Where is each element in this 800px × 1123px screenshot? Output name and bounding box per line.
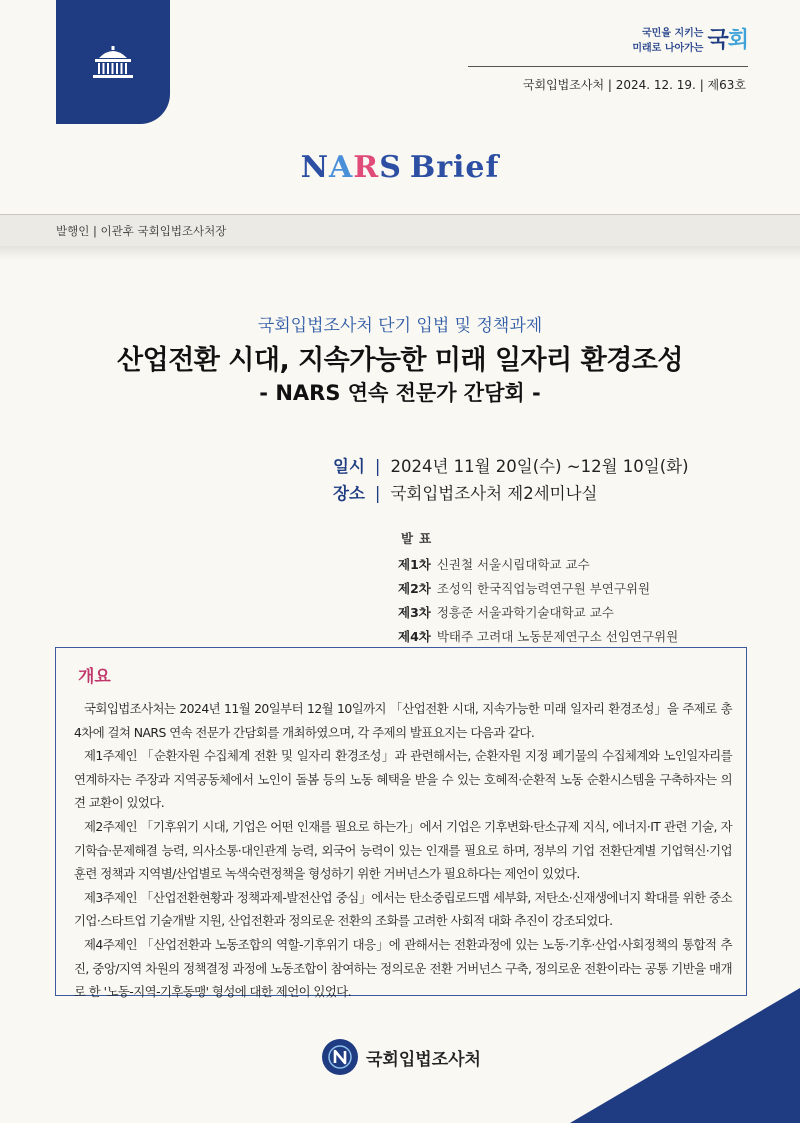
presentation-presenter: 박태주 고려대 노동문제연구소 선임연구위원 <box>436 629 679 644</box>
date-label: 일시 <box>333 457 365 476</box>
presentation-item <box>398 603 614 621</box>
summary-paragraph: 제3주제인 「산업전환현황과 정책과제-발전산업 중심」에서는 탄소중립로드맵 세부화, 저탄소·신재생에너지 확대를 위한 중소기업·스타트업 기술개발 지원, 산업전환과 정의로운 전환의 조화를 고려한 사회적 대화 추진이 강조되었다. <box>74 889 732 929</box>
summary-paragraph: 제1주제인 「순환자원 수집체계 전환 및 일자리 환경조성」과 관련해서는, 순환자원 지정 폐기물의 수집체계와 노인일자리를 연계하자는 주장과 지역공동체에서 노인이 돌봄 등의 노동 혜택을 받을 수 있는 호혜적·순환적 노동 순환시스템을 구축하자는 의견 교환이 있었다. <box>74 748 732 811</box>
band-shadow <box>0 246 800 260</box>
summary-box <box>55 647 747 1000</box>
corner-decoration <box>570 988 800 1123</box>
nars-emblem-icon <box>322 1039 358 1075</box>
summary-paragraph: 제4주제인 「산업전환과 노동조합의 역할-기후위기 대응」에 관해서는 전환과정에 있는 노동·기후·산업·사회정책의 통합적 추진, 중앙/지역 차원의 정책결정 과정에 노동조합이 참여하는 정의로운 전환 거버넌스 구축, 정의로운 전환이라는 공통 기반을 매개로 한 '노동-지역-기후동맹' 형성에 대한 제언이 있었다. <box>74 936 732 1000</box>
summary-paragraph: 제2주제인 「기후위기 시대, 기업은 어떤 인재를 필요로 하는가」에서 기업은 기후변화·탄소규제 지식, 에너지·IT 관련 기술, 자기학습·문제해결 능력, 의사소통·대인관계 능력, 외국어 능력이 있는 인재를 필요로 하며, 정부의 기업 전환단계별 기업혁신·기업훈련 정책과 지역별/산업별로 녹색숙련정책을 형성하기 위한 거버넌스가 필요하다는 제언이 있었다. <box>74 818 732 882</box>
slogan <box>632 26 748 56</box>
place-separator: | <box>374 484 381 503</box>
publisher-band <box>0 214 800 246</box>
issue-info: 국회입법조사처 | 2024. 12. 19. | 제63호 <box>522 78 746 92</box>
nars-brief-logo <box>0 150 800 185</box>
event-place <box>333 480 597 504</box>
presentation-seq: 제2차 <box>398 581 431 596</box>
slogan-line-2: 미래로 나아가는 <box>632 43 704 54</box>
place-value: 국회입법조사처 제2세미나실 <box>390 484 598 503</box>
presentation-presenter: 정흥준 서울과학기술대학교 교수 <box>436 605 614 620</box>
slogan-mark-main: 국 <box>707 28 728 53</box>
summary-paragraph: 국회입법조사처는 2024년 11월 20일부터 12월 10일까지 「산업전환 시대, 지속가능한 미래 일자리 환경조성」을 주제로 총 4차에 걸쳐 NARS 연속 전문가 간담회를 개최하였으며, 각 주제의 발표요지는 다음과 같다. <box>74 701 732 740</box>
presentations-heading: 발표 <box>401 531 438 546</box>
brand-letter-s: S <box>379 150 402 185</box>
date-separator: | <box>374 457 381 476</box>
brand-letter-n: N <box>300 150 329 185</box>
brand-letter-a: A <box>328 150 354 185</box>
place-label: 장소 <box>333 484 365 503</box>
presentation-item <box>398 555 590 573</box>
footer-logo <box>322 1039 481 1075</box>
slogan-line-1: 국민을 지키는 <box>642 28 704 39</box>
slogan-mark <box>707 29 748 53</box>
header-emblem-tab <box>56 0 170 124</box>
presentation-presenter: 신권철 서울시립대학교 교수 <box>436 557 590 572</box>
slogan-mark-accent: 회 <box>727 28 748 53</box>
presentation-seq: 제3차 <box>398 605 431 620</box>
national-assembly-building-icon <box>90 44 136 80</box>
presentation-seq: 제4차 <box>398 629 431 644</box>
presentation-item <box>398 627 678 645</box>
summary-heading: 개요 <box>78 667 111 687</box>
brand-letter-r: R <box>353 150 380 185</box>
series-title: 국회입법조사처 단기 입법 및 정책과제 <box>257 316 543 336</box>
sub-title: - NARS 연속 전문가 간담회 - <box>259 381 541 405</box>
date-value: 2024년 11월 20일(수) ~12월 10일(화) <box>390 457 689 476</box>
brand-word: Brief <box>409 150 500 185</box>
footer-org-name: 국회입법조사처 <box>366 1049 481 1070</box>
presentation-presenter: 조성익 한국직업능력연구원 부연구위원 <box>436 581 651 596</box>
event-date <box>333 453 689 477</box>
main-title: 산업전환 시대, 지속가능한 미래 일자리 환경조성 <box>117 345 683 376</box>
presentation-item <box>398 579 650 597</box>
publisher: 발행인 | 이관후 국회입법조사처장 <box>56 224 227 238</box>
header-rule <box>468 66 748 67</box>
presentation-seq: 제1차 <box>398 557 431 572</box>
